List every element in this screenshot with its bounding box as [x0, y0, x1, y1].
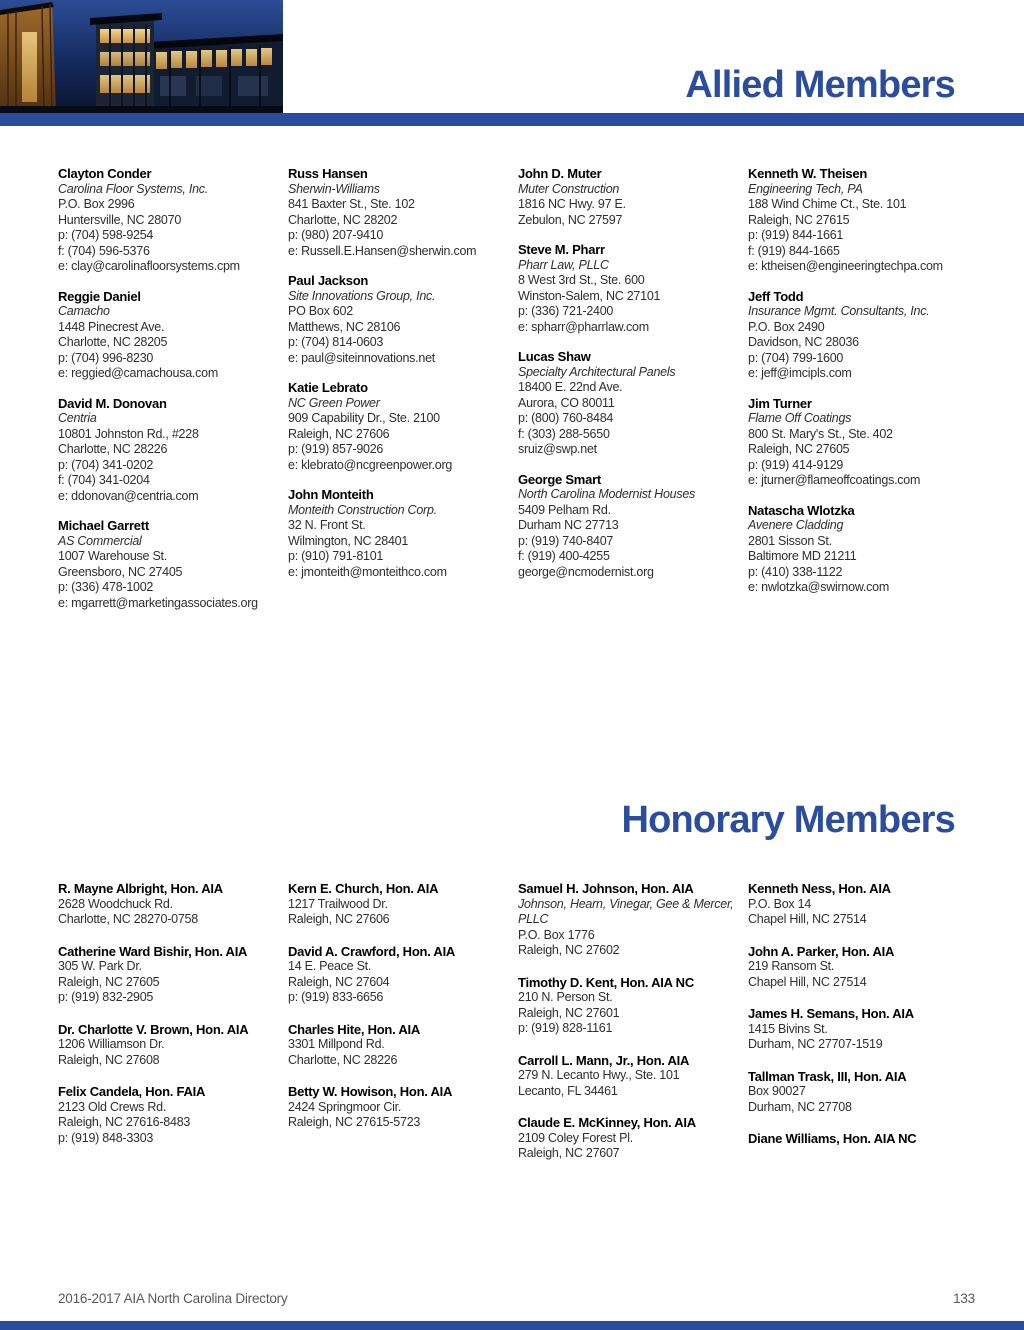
member-detail-line: Raleigh, NC 27608: [58, 1052, 160, 1067]
member-name: Tallman Trask, III, Hon. AIA: [748, 1068, 907, 1084]
member-column: [58, 166, 288, 625]
member-detail-line: Charlotte, NC 28205: [58, 335, 168, 349]
member-detail-line: Raleigh, NC 27605: [748, 442, 850, 456]
member-entry: [58, 289, 288, 382]
member-detail-line: Zebulon, NC 27597: [518, 212, 623, 227]
member-detail-line: Charlotte, NC 28202: [288, 212, 398, 227]
member-column: [288, 881, 518, 1178]
member-entry: [58, 396, 288, 505]
member-name: Diane Williams, Hon. AIA NC: [748, 1131, 917, 1146]
member-entry: [288, 166, 518, 259]
member-detail-line: Greensboro, NC 27405: [58, 564, 183, 579]
member-name: Katie Lebrato: [288, 380, 368, 395]
member-entry: [518, 166, 748, 228]
member-detail-line: f: (919) 844-1665: [748, 243, 840, 258]
member-detail-line: p: (410) 338-1122: [748, 564, 843, 579]
member-name: Russ Hansen: [288, 166, 368, 181]
member-detail-line: Winston-Salem, NC 27101: [518, 288, 661, 303]
member-detail-line: p: (980) 207-9410: [288, 228, 384, 242]
member-entry: [748, 166, 978, 275]
member-entry: [58, 166, 288, 275]
member-detail-line: Matthews, NC 28106: [288, 319, 401, 334]
member-name: Jeff Todd: [748, 288, 804, 304]
member-detail-line: 305 W. Park Dr.: [58, 959, 142, 973]
member-name: Felix Candela, Hon. FAIA: [58, 1084, 206, 1099]
member-entry: [748, 881, 978, 928]
member-entry: [288, 273, 518, 366]
member-name: Steve M. Pharr: [518, 242, 605, 257]
member-detail-line: 2123 Old Crews Rd.: [58, 1099, 167, 1114]
member-detail-line: Davidson, NC 28036: [748, 335, 859, 349]
member-email: e: klebrato@ncgreenpower.org: [288, 457, 453, 472]
member-detail-line: Raleigh, NC 27601: [518, 1005, 620, 1020]
member-name: Reggie Daniel: [58, 288, 141, 304]
member-column: [58, 881, 288, 1178]
member-detail-line: Raleigh, NC 27602: [518, 943, 620, 957]
member-entry: [58, 1022, 288, 1069]
member-detail-line: 10801 Johnston Rd., #228: [58, 426, 199, 441]
member-detail-line: 1206 Williamson Dr.: [58, 1037, 165, 1051]
member-name: Charles Hite, Hon. AIA: [288, 1021, 420, 1037]
member-entry: [58, 944, 288, 1006]
member-detail-line: p: (919) 740-8407: [518, 533, 614, 548]
member-entry: [518, 472, 748, 581]
member-email: e: spharr@pharrlaw.com: [518, 319, 649, 334]
member-detail-line: 800 St. Mary's St., Ste. 402: [748, 426, 893, 441]
member-detail-line: p: (704) 341-0202: [58, 457, 154, 472]
member-detail-line: p: (800) 760-8484: [518, 411, 614, 425]
member-firm: Carolina Floor Systems, Inc.: [58, 181, 208, 196]
member-detail-line: 841 Baxter St., Ste. 102: [288, 197, 415, 211]
member-email: e: jturner@flameoffcoatings.com: [748, 473, 921, 487]
member-detail-line: p: (336) 721-2400: [518, 304, 614, 318]
member-detail-line: P.O. Box 2996: [58, 197, 135, 211]
member-entry: [288, 1022, 518, 1069]
member-detail-line: 188 Wind Chime Ct., Ste. 101: [748, 197, 907, 211]
member-detail-line: p: (919) 844-1661: [748, 228, 844, 242]
member-name: George Smart: [518, 471, 601, 487]
member-entry: [288, 944, 518, 1006]
member-detail-line: Raleigh, NC 27604: [288, 974, 390, 989]
member-firm: Flame Off Coatings: [748, 411, 852, 425]
member-name: Carroll L. Mann, Jr., Hon. AIA: [518, 1052, 690, 1068]
member-detail-line: 1007 Warehouse St.: [58, 549, 167, 563]
member-firm: North Carolina Modernist Houses: [518, 487, 696, 501]
member-email: e: Russell.E.Hansen@sherwin.com: [288, 243, 477, 258]
member-entry: [518, 349, 748, 458]
member-name: R. Mayne Albright, Hon. AIA: [58, 881, 223, 896]
member-email: e: clay@carolinafloorsystems.cpm: [58, 259, 240, 273]
member-email: e: mgarrett@marketingassociates.org: [58, 595, 258, 610]
member-detail-line: p: (704) 996-8230: [58, 350, 154, 365]
allied-members-list: [58, 166, 978, 625]
member-detail-line: p: (704) 814-0603: [288, 335, 384, 349]
member-column: [748, 166, 978, 625]
member-detail-line: p: (919) 828-1161: [518, 1021, 613, 1035]
member-detail-line: 2109 Coley Forest Pl.: [518, 1130, 633, 1145]
member-email: e: ddonovan@centria.com: [58, 488, 199, 503]
member-entry: [288, 1084, 518, 1131]
member-detail-line: Durham, NC 27708: [748, 1099, 852, 1114]
member-firm: Centria: [58, 411, 97, 425]
member-detail-line: 1415 Bivins St.: [748, 1021, 828, 1036]
member-detail-line: 909 Capability Dr., Ste. 2100: [288, 411, 440, 425]
member-detail-line: P.O. Box 1776: [518, 927, 595, 942]
member-detail-line: p: (919) 857-9026: [288, 442, 384, 456]
member-name: Clayton Conder: [58, 166, 152, 181]
member-detail-line: p: (910) 791-8101: [288, 549, 384, 563]
member-name: John A. Parker, Hon. AIA: [748, 943, 895, 959]
member-column: [518, 166, 748, 625]
member-name: Samuel H. Johnson, Hon. AIA: [518, 881, 694, 896]
member-detail-line: 2801 Sisson St.: [748, 533, 832, 548]
member-name: Betty W. Howison, Hon. AIA: [288, 1084, 453, 1099]
member-entry: [518, 881, 748, 959]
page-footer: [58, 1291, 975, 1306]
member-entry: [518, 975, 748, 1037]
member-detail-line: Baltimore MD 21211: [748, 549, 857, 563]
member-name: Claude E. McKinney, Hon. AIA: [518, 1115, 696, 1130]
member-entry: [518, 1053, 748, 1100]
member-detail-line: f: (704) 596-5376: [58, 243, 150, 258]
member-detail-line: Huntersville, NC 28070: [58, 212, 182, 227]
member-entry: [288, 487, 518, 580]
member-entry: [58, 881, 288, 928]
member-detail-line: Charlotte, NC 28226: [58, 442, 168, 456]
member-name: David M. Donovan: [58, 395, 167, 411]
member-name: Paul Jackson: [288, 273, 369, 288]
member-detail-line: Raleigh, NC 27606: [288, 426, 390, 441]
member-detail-line: p: (919) 832-2905: [58, 990, 154, 1004]
member-entry: [58, 518, 288, 611]
member-detail-line: p: (919) 848-3303: [58, 1130, 154, 1145]
member-detail-line: f: (303) 288-5650: [518, 426, 610, 441]
member-detail-line: Lecanto, FL 34461: [518, 1083, 618, 1098]
member-detail-line: 5409 Pelham Rd.: [518, 502, 611, 517]
member-email: george@ncmodernist.org: [518, 564, 654, 579]
member-name: Natascha Wlotzka: [748, 502, 855, 518]
member-firm: Johnson, Hearn, Vinegar, Gee & Mercer, PLLC: [518, 896, 734, 926]
member-detail-line: p: (919) 414-9129: [748, 457, 844, 472]
member-email: e: paul@siteinnovations.net: [288, 350, 436, 365]
member-detail-line: Raleigh, NC 27605: [58, 974, 160, 989]
member-detail-line: 1816 NC Hwy. 97 E.: [518, 197, 626, 211]
member-name: Catherine Ward Bishir, Hon. AIA: [58, 943, 248, 959]
member-detail-line: PO Box 602: [288, 304, 353, 318]
member-entry: [748, 1006, 978, 1053]
member-detail-line: Box 90027: [748, 1084, 806, 1098]
member-column: [288, 166, 518, 625]
building-photo-illustration: [0, 0, 283, 113]
member-name: Michael Garrett: [58, 518, 149, 533]
member-name: John Monteith: [288, 487, 374, 502]
member-detail-line: 18400 E. 22nd Ave.: [518, 380, 623, 394]
member-firm: AS Commercial: [58, 533, 142, 548]
member-detail-line: 1448 Pinecrest Ave.: [58, 319, 165, 334]
member-detail-line: Chapel Hill, NC 27514: [748, 912, 867, 926]
member-detail-line: 2628 Woodchuck Rd.: [58, 896, 173, 911]
member-entry: [748, 289, 978, 382]
member-detail-line: p: (704) 598-9254: [58, 228, 154, 242]
member-detail-line: P.O. Box 14: [748, 896, 812, 911]
member-firm: Camacho: [58, 304, 110, 318]
member-detail-line: 1217 Trailwood Dr.: [288, 896, 388, 911]
member-firm: Monteith Construction Corp.: [288, 502, 437, 517]
member-detail-line: Charlotte, NC 28226: [288, 1052, 398, 1067]
honorary-members-title: Honorary Members: [621, 799, 955, 841]
member-name: Dr. Charlotte V. Brown, Hon. AIA: [58, 1021, 249, 1037]
member-detail-line: Charlotte, NC 28270-0758: [58, 912, 198, 926]
footer-accent-strip: [0, 1321, 1024, 1330]
footer-directory-label: 2016-2017 AIA North Carolina Directory: [58, 1291, 288, 1306]
member-firm: Engineering Tech, PA: [748, 181, 863, 196]
member-name: Jim Turner: [748, 395, 812, 411]
member-firm: NC Green Power: [288, 395, 380, 410]
member-detail-line: Durham, NC 27707-1519: [748, 1037, 883, 1051]
member-firm: Sherwin-Williams: [288, 181, 380, 196]
member-entry: [518, 1115, 748, 1162]
member-email: e: nwlotzka@swirnow.com: [748, 580, 890, 594]
member-detail-line: 32 N. Front St.: [288, 518, 366, 532]
member-detail-line: 2424 Springmoor Cir.: [288, 1099, 402, 1114]
member-firm: Specialty Architectural Panels: [518, 364, 676, 379]
member-entry: [748, 944, 978, 991]
member-detail-line: Durham NC 27713: [518, 518, 619, 532]
member-detail-line: Raleigh, NC 27607: [518, 1146, 620, 1160]
building-photo: [0, 0, 283, 113]
member-name: John D. Muter: [518, 166, 602, 181]
member-firm: Insurance Mgmt. Consultants, Inc.: [748, 304, 930, 318]
member-name: Lucas Shaw: [518, 349, 591, 364]
member-detail-line: Raleigh, NC 27616-8483: [58, 1115, 191, 1129]
member-entry: [748, 503, 978, 596]
member-detail-line: p: (336) 478-1002: [58, 580, 154, 594]
member-detail-line: P.O. Box 2490: [748, 319, 825, 334]
member-name: James H. Semans, Hon. AIA: [748, 1006, 914, 1021]
member-column: [518, 881, 748, 1178]
member-column: [748, 881, 978, 1178]
allied-members-title: Allied Members: [685, 64, 955, 106]
header-accent-bar: [0, 113, 1024, 126]
member-firm: Pharr Law, PLLC: [518, 257, 609, 272]
member-detail-line: 3301 Millpond Rd.: [288, 1037, 385, 1051]
member-entry: [748, 396, 978, 489]
member-name: Timothy D. Kent, Hon. AIA NC: [518, 974, 694, 990]
member-name: David A. Crawford, Hon. AIA: [288, 943, 456, 959]
member-detail-line: 8 West 3rd St., Ste. 600: [518, 273, 645, 287]
member-firm: Muter Construction: [518, 181, 620, 196]
member-firm: Avenere Cladding: [748, 518, 844, 532]
member-detail-line: Raleigh, NC 27606: [288, 912, 390, 926]
member-firm: Site Innovations Group, Inc.: [288, 288, 436, 303]
page-number: 133: [953, 1291, 975, 1306]
member-detail-line: Raleigh, NC 27615: [748, 212, 850, 227]
honorary-members-list: [58, 881, 978, 1178]
member-name: Kenneth Ness, Hon. AIA: [748, 881, 891, 896]
member-detail-line: 210 N. Person St.: [518, 990, 613, 1004]
member-email: e: jmonteith@monteithco.com: [288, 564, 447, 579]
member-detail-line: 14 E. Peace St.: [288, 959, 372, 973]
member-entry: [748, 1069, 978, 1116]
member-detail-line: Wilmington, NC 28401: [288, 533, 409, 548]
member-entry: [288, 881, 518, 928]
member-detail-line: 279 N. Lecanto Hwy., Ste. 101: [518, 1068, 680, 1082]
member-detail-line: f: (704) 341-0204: [58, 473, 150, 487]
member-detail-line: Aurora, CO 80011: [518, 395, 615, 410]
member-entry: [748, 1131, 978, 1147]
member-entry: [518, 242, 748, 335]
member-email: e: jeff@imcipls.com: [748, 366, 852, 380]
member-entry: [58, 1084, 288, 1146]
member-email: e: reggied@camachousa.com: [58, 366, 218, 380]
member-detail-line: p: (919) 833-6656: [288, 990, 384, 1004]
member-name: Kenneth W. Theisen: [748, 166, 868, 181]
member-detail-line: Raleigh, NC 27615-5723: [288, 1115, 421, 1129]
member-detail-line: Chapel Hill, NC 27514: [748, 974, 867, 989]
member-name: Kern E. Church, Hon. AIA: [288, 881, 439, 896]
member-detail-line: f: (919) 400-4255: [518, 549, 610, 563]
member-email: sruiz@swp.net: [518, 442, 597, 456]
member-email: e: ktheisen@engineeringtechpa.com: [748, 259, 943, 273]
member-detail-line: p: (704) 799-1600: [748, 350, 844, 365]
member-entry: [288, 380, 518, 473]
member-detail-line: 219 Ransom St.: [748, 959, 835, 973]
